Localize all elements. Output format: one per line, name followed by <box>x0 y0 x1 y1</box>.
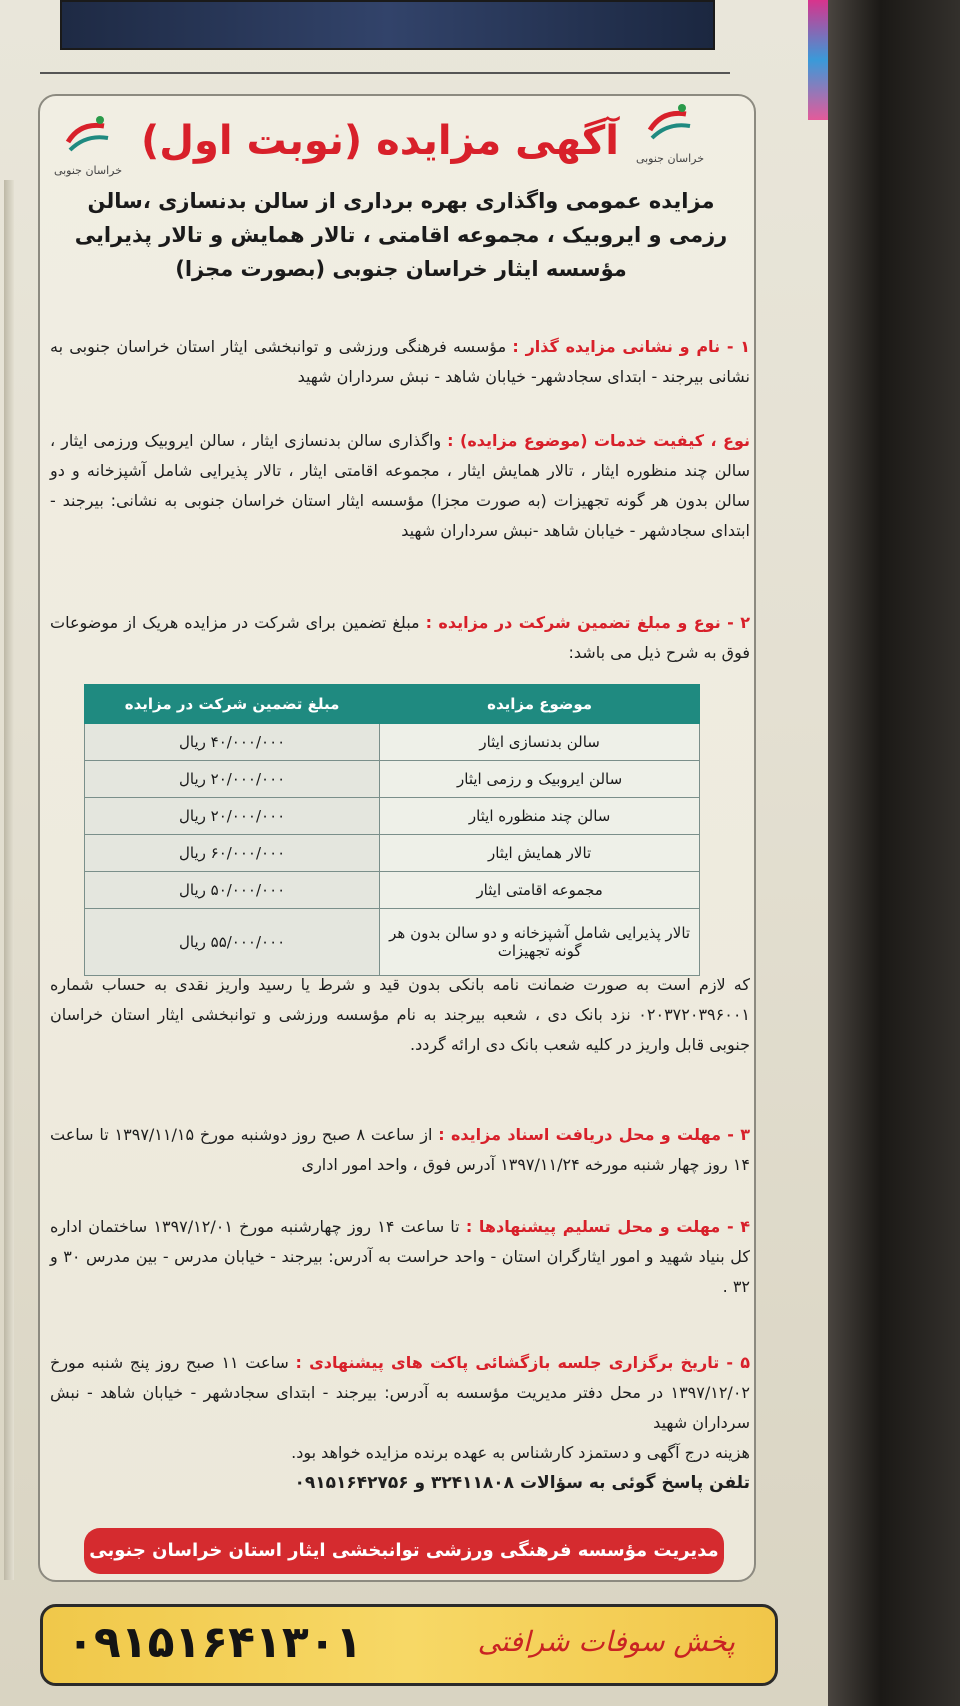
row-subject: مجموعه اقامتی ایثار <box>380 872 700 909</box>
section-text: از ساعت ۸ صبح روز دوشنبه مورخ ۱۳۹۷/۱۱/۱۵ تا ساعت ۱۴ روز چهار شنبه مورخه ۱۳۹۷/۱۱/۲۴ آدرس فوق ، واحد امور اداری <box>50 1125 750 1174</box>
section-heading: ۵ - تاریخ برگزاری جلسه بازگشائی پاکت های پیشنهادی : <box>295 1353 750 1372</box>
row-amount: ۶۰/۰۰۰/۰۰۰ ریال <box>85 835 380 872</box>
section-bank-guarantee: که لازم است به صورت ضمانت نامه بانکی بدون قید و شرط یا رسید واریز نقدی به حساب شماره ۰۲۰۳۷۲۰۳۹۶۰۰۱ نزد بانک دی ، شعبه بیرجند به نام مؤسسه ورزشی و توانبخشی ایثار استان خراسان جنوبی قابل واریز در کلیه شعب بانک دی ارائه گردد. <box>50 975 750 1054</box>
row-amount: ۵۰/۰۰۰/۰۰۰ ریال <box>85 872 380 909</box>
phone-note: تلفن پاسخ گوئی به سؤالات ۳۲۴۱۱۸۰۸ و ۰۹۱۵۱۶۴۲۷۵۶ <box>294 1473 750 1493</box>
row-subject: تالار پذیرایی شامل آشپزخانه و دو سالن بدون هر گونه تجهیزات <box>380 909 700 976</box>
row-subject: تالار همایش ایثار <box>380 835 700 872</box>
cost-note: هزینه درج آگهی و دستمزد کارشناس به عهده برنده مزایده خواهد بود. <box>291 1443 750 1462</box>
column-header-subject: موضوع مزایده <box>380 685 700 724</box>
section-service-type <box>50 426 750 546</box>
section-text: مؤسسه فرهنگی ورزشی و توانبخشی ایثار استان خراسان جنوبی به نشانی بیرجند - ابتدای سجادشهر- خیابان شاهد - نبش سرداران شهید <box>50 337 750 386</box>
section-submission-deadline <box>50 1212 750 1302</box>
background-shadow <box>828 0 960 1706</box>
logo-caption: خراسان جنوبی <box>635 152 705 165</box>
side-color-strip <box>808 0 828 120</box>
row-amount: ۵۵/۰۰۰/۰۰۰ ریال <box>85 909 380 976</box>
section-text: ساعت ۱۱ صبح روز پنج شنبه مورخ ۱۳۹۷/۱۲/۰۲ در محل دفتر مدیریت مؤسسه به آدرس: بیرجند - ابتدای سجادشهر - خیابان شاهد - نبش سرداران شهید <box>50 1353 750 1432</box>
section-text: مبلغ تضمین برای شرکت در مزایده هریک از موضوعات فوق به شرح ذیل می باشد: <box>50 613 750 662</box>
row-subject: سالن بدنسازی ایثار <box>380 724 700 761</box>
section-heading: ۴ - مهلت و محل تسلیم پیشنهادها : <box>465 1217 751 1236</box>
logo-caption: خراسان جنوبی <box>53 164 123 177</box>
section-document-deadline <box>50 1120 750 1180</box>
section-text: واگذاری سالن بدنسازی ایثار ، سالن ایروبیک ورزمی ایثار ، سالن چند منظوره ایثار ، تالار همایش ایثار ، مجموعه اقامتی ایثار ، تالار پذیرایی شامل آشپزخانه و دو سالن بدون هر گونه تجهیزات (به صورت مجزا) مؤسسه ایثار استان خراسان جنوبی به نشانی: بیرجند - ابتدای سجادشهر - خیابان شاهد -نبش سرداران شهید <box>50 431 750 540</box>
isar-logo-left <box>46 112 130 190</box>
table-row <box>85 909 700 976</box>
table-row <box>85 761 700 798</box>
section-heading: ۲ - نوع و مبلغ تضمین شرکت در مزایده : <box>425 613 750 632</box>
table-row <box>85 798 700 835</box>
table-row <box>85 724 700 761</box>
guarantee-table <box>84 684 700 976</box>
row-amount: ۲۰/۰۰۰/۰۰۰ ریال <box>85 798 380 835</box>
section-heading: ۳ - مهلت و محل دریافت اسناد مزایده : <box>438 1125 751 1144</box>
section-guarantee <box>50 608 750 668</box>
table-row <box>85 872 700 909</box>
isar-emblem-icon <box>642 100 698 146</box>
ad-title: آگهی مزایده (نوبت اول) <box>140 118 620 164</box>
page-fold-shadow <box>4 180 14 1580</box>
column-header-amount: مبلغ تضمین شرکت در مزایده <box>85 685 380 724</box>
row-subject: سالن ایروبیک و رزمی ایثار <box>380 761 700 798</box>
signature-bar: مدیریت مؤسسه فرهنگی ورزشی توانبخشی ایثار استان خراسان جنوبی <box>84 1528 724 1574</box>
top-divider <box>40 72 730 74</box>
ad-label: پخش سوفات شرافتی <box>477 1625 735 1658</box>
section-organizer <box>50 332 750 392</box>
table-row <box>85 835 700 872</box>
row-amount: ۲۰/۰۰۰/۰۰۰ ریال <box>85 761 380 798</box>
isar-emblem-icon <box>60 112 116 158</box>
row-subject: سالن چند منظوره ایثار <box>380 798 700 835</box>
isar-logo-right <box>628 100 712 178</box>
section-opening-date <box>50 1348 750 1498</box>
row-amount: ۴۰/۰۰۰/۰۰۰ ریال <box>85 724 380 761</box>
section-heading: نوع ، کیفیت خدمات (موضوع مزایده) : <box>447 431 750 450</box>
top-photo <box>60 0 715 50</box>
section-heading: ۱ - نام و نشانی مزایده گذار : <box>512 337 750 356</box>
section-text: تا ساعت ۱۴ روز چهارشنبه مورخ ۱۳۹۷/۱۲/۰۱ ساختمان اداره کل بنیاد شهید و امور ایثارگران استان - واحد حراست به آدرس: بیرجند - خیابان مدرس - بین مدرس ۳۰ و ۳۲ . <box>50 1217 750 1296</box>
ad-subtitle: مزایده عمومی واگذاری بهره برداری از سالن بدنسازی ،سالن رزمی و ایروبیک ، مجموعه اقامتی ، تالار همایش و تالار پذیرایی مؤسسه ایثار خراسان جنوبی (بصورت مجزا) <box>74 189 728 281</box>
table-header-row <box>85 685 700 724</box>
distributor-ad <box>40 1604 778 1686</box>
ad-phone: ۰۹۱۵۱۶۴۱۳۰۱ <box>67 1617 363 1668</box>
